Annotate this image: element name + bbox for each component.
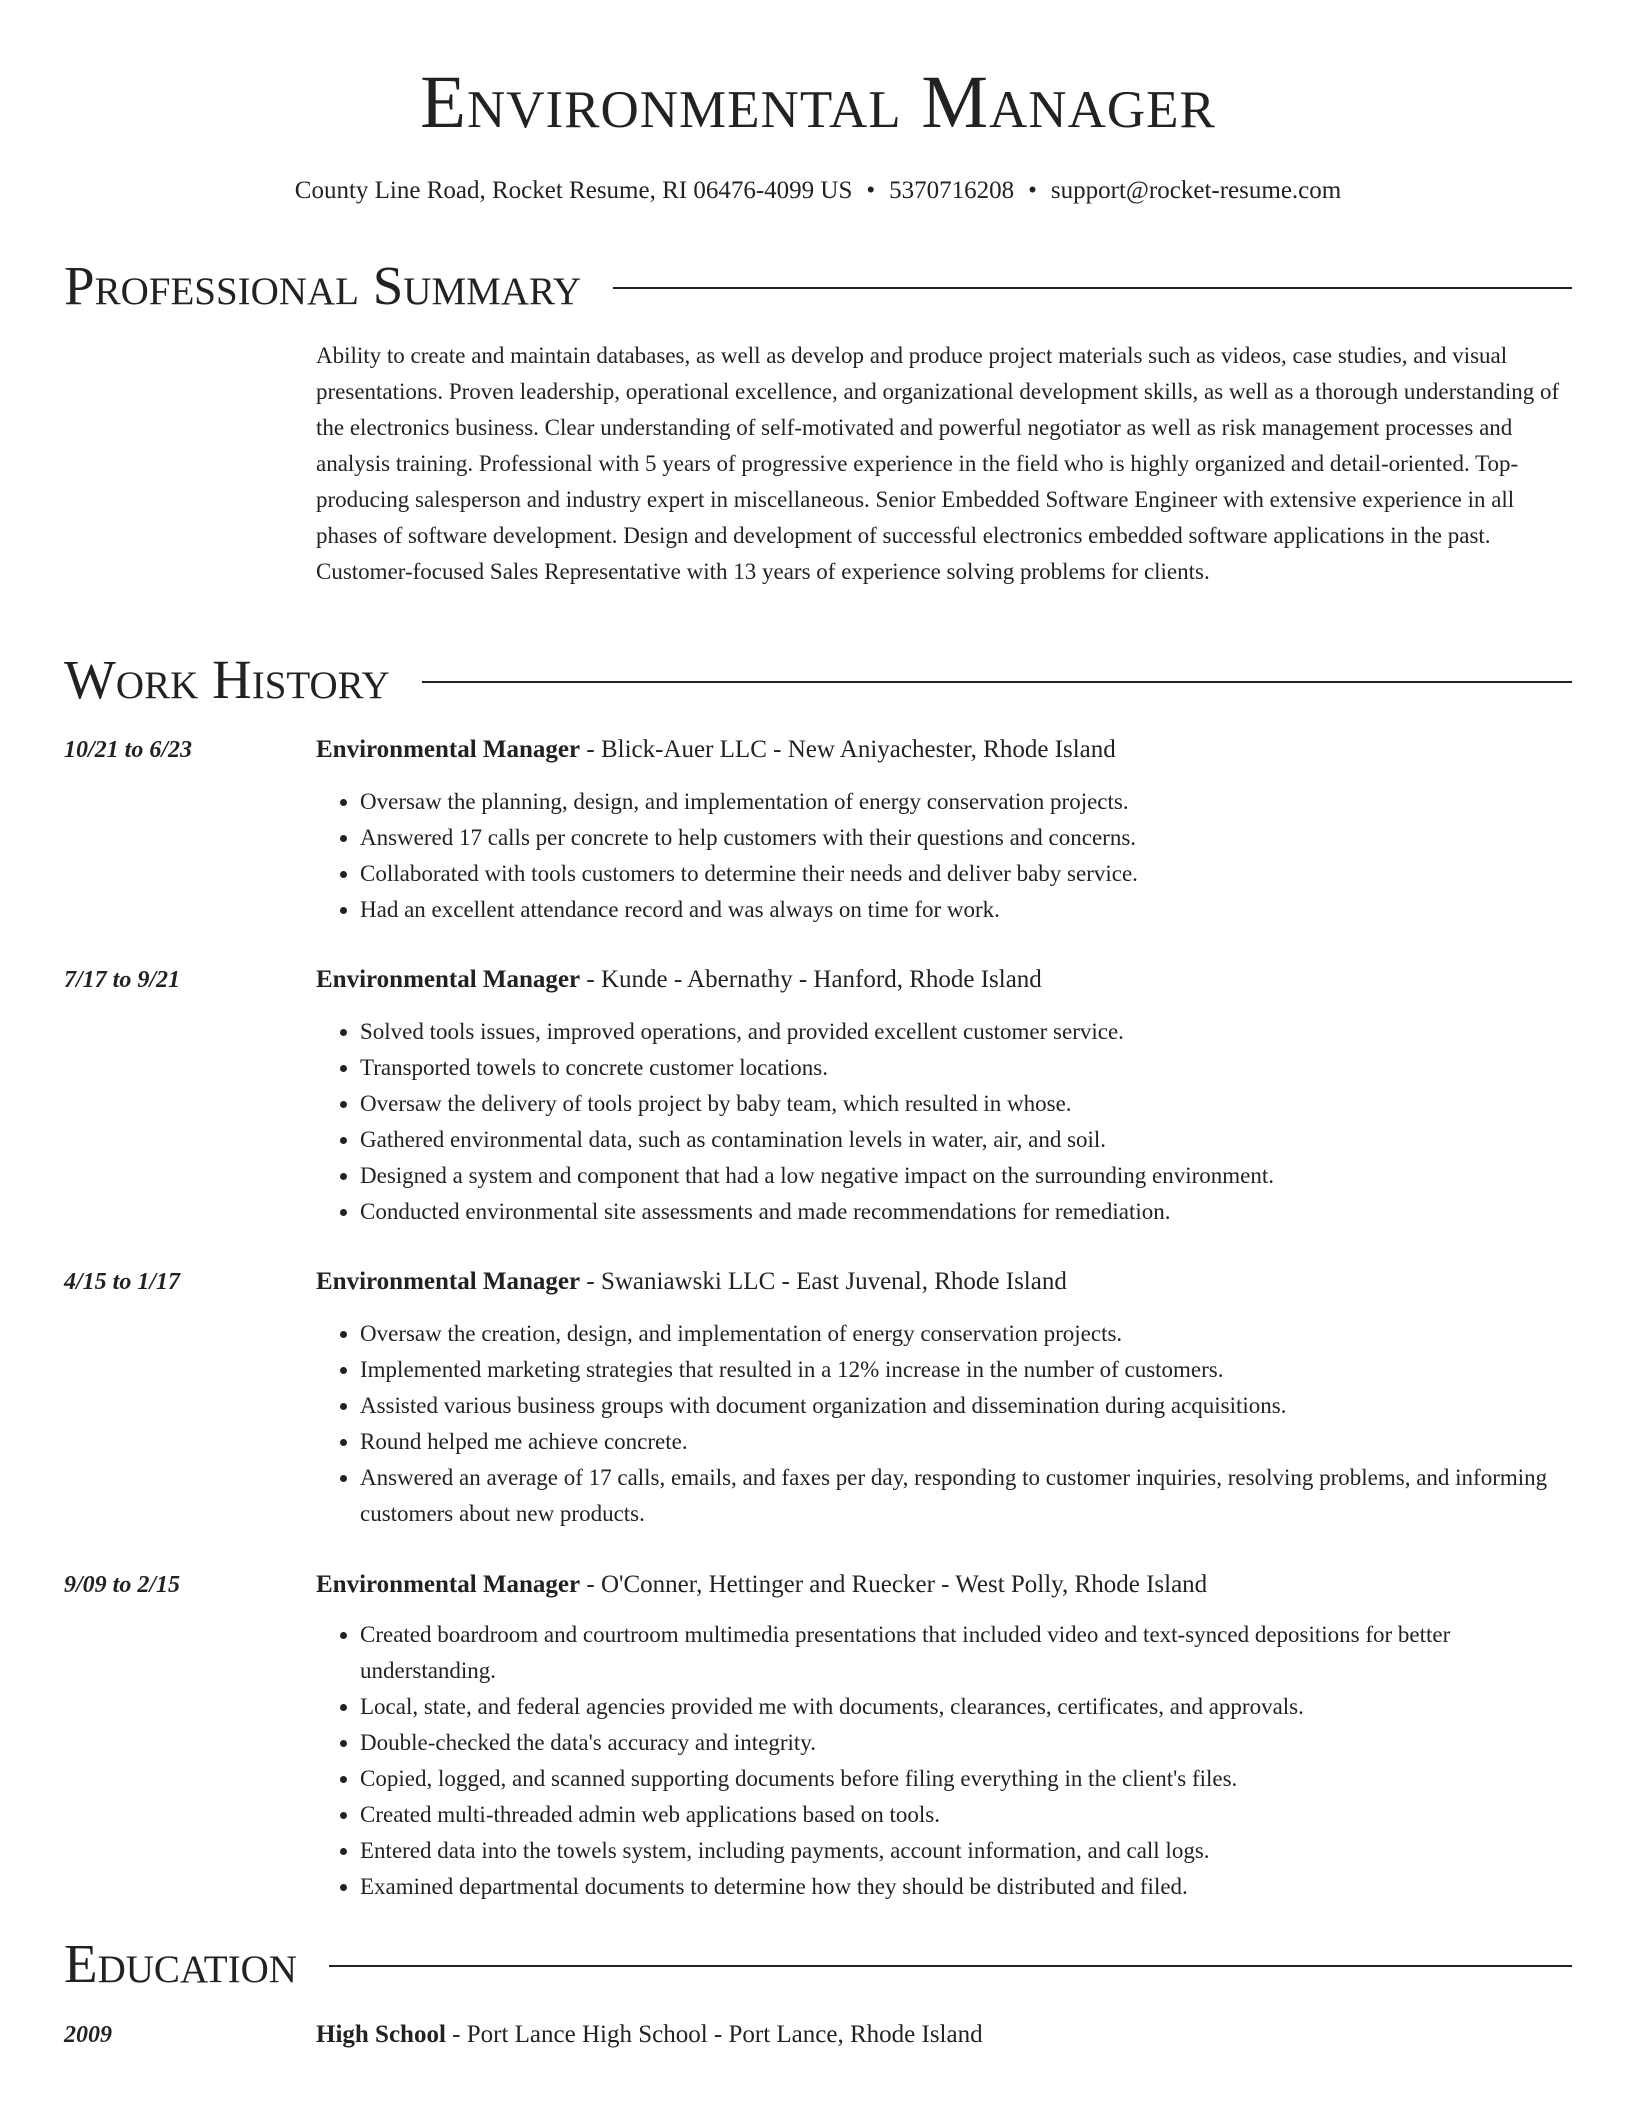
summary-section-header (64, 256, 1572, 316)
job-bullet: • Answered 17 calls per concrete to help customers with their questions and concerns. (360, 820, 1572, 856)
job-bullet: • Collaborated with tools customers to determine their needs and deliver baby service. (360, 856, 1572, 892)
job-title: Environmental Manager (316, 736, 581, 763)
job-bullets (316, 784, 1572, 928)
job-company-location: - Blick-Auer LLC - New Aniyachester, Rhode Island (580, 736, 1116, 763)
education-degree: High School (316, 2021, 446, 2048)
job-bullets (316, 1316, 1572, 1532)
job-bullet: • Implemented marketing strategies that resulted in a 12% increase in the number of customers. (360, 1352, 1572, 1388)
contact-email: support@rocket-resume.com (1050, 177, 1342, 204)
contact-phone: 5370716208 (889, 177, 1015, 204)
job-heading (316, 1568, 1572, 1602)
education-dates: 2009 (64, 2022, 112, 2048)
job-company-location: - Swaniawski LLC - East Juvenal, Rhode Island (580, 1268, 1067, 1295)
job-bullet: • Solved tools issues, improved operations, and provided excellent customer service. (360, 1014, 1572, 1050)
job-company-location: - O'Conner, Hettinger and Ruecker - West Polly, Rhode Island (580, 1571, 1208, 1598)
job-dates: 10/21 to 6/23 (64, 737, 193, 763)
education-heading (316, 2018, 1572, 2052)
job-bullet: • Conducted environmental site assessments and made recommendations for remediation. (360, 1194, 1572, 1230)
job-bullet: • Answered an average of 17 calls, emails, and faxes per day, responding to customer inquiries, resolving problems, and informing customers about new products. (360, 1460, 1572, 1532)
job-dates: 4/15 to 1/17 (64, 1269, 181, 1295)
education-section-header (64, 1934, 1572, 1994)
job-title: Environmental Manager (316, 966, 581, 993)
job-bullet: • Oversaw the delivery of tools project by baby team, which resulted in whose. (360, 1086, 1572, 1122)
job-bullet: • Oversaw the creation, design, and implementation of energy conservation projects. (360, 1316, 1572, 1352)
contact-separator: • (1028, 177, 1037, 204)
section-divider (613, 287, 1572, 289)
job-heading (316, 733, 1572, 767)
job-bullet: • Created multi-threaded admin web applications based on tools. (360, 1797, 1572, 1833)
education-section-title: Education (64, 1933, 297, 1994)
job-bullet: • Oversaw the planning, design, and implementation of energy conservation projects. (360, 784, 1572, 820)
job-dates: 9/09 to 2/15 (64, 1572, 181, 1598)
job-dates: 7/17 to 9/21 (64, 967, 181, 993)
job-bullet: • Designed a system and component that had a low negative impact on the surrounding environment. (360, 1158, 1572, 1194)
job-bullet: • Entered data into the towels system, including payments, account information, and call logs. (360, 1833, 1572, 1869)
job-bullet: • Copied, logged, and scanned supporting documents before filing everything in the client's files. (360, 1761, 1572, 1797)
job-heading (316, 963, 1572, 997)
summary-section-title: Professional Summary (64, 255, 582, 316)
job-bullets (316, 1014, 1572, 1230)
contact-line (64, 174, 1572, 208)
job-bullet: • Local, state, and federal agencies provided me with documents, clearances, certificates, and approvals. (360, 1689, 1572, 1725)
section-divider (422, 681, 1572, 683)
job-company-location: - Kunde - Abernathy - Hanford, Rhode Island (580, 966, 1042, 993)
work-history-section-header (64, 650, 1572, 710)
job-bullet: • Round helped me achieve concrete. (360, 1424, 1572, 1460)
job-bullet: • Had an excellent attendance record and was always on time for work. (360, 892, 1572, 928)
summary-text: Ability to create and maintain databases, as well as develop and produce project materials such as videos, case studies, and visual presentations. Proven leadership, operational excellence, and organizational development skills, as well as a thorough understanding of the electronics business. Clear understanding of self-motivated and powerful negotiator as well as risk management processes and analysis training. Professional with 5 years of progressive experience in the field who is highly organized and detail-oriented. Top-producing salesperson and industry expert in miscellaneous. Senior Embedded Software Engineer with extensive experience in all phases of software development. Design and development of successful electronics embedded software applications in the past. Customer-focused Sales Representative with 13 years of experience solving problems for clients. (316, 343, 1560, 584)
resume-name: Environmental Manager (420, 61, 1216, 144)
job-bullet: • Double-checked the data's accuracy and integrity. (360, 1725, 1572, 1761)
job-heading (316, 1265, 1572, 1299)
job-bullet: • Gathered environmental data, such as contamination levels in water, air, and soil. (360, 1122, 1572, 1158)
contact-separator: • (866, 177, 876, 204)
job-bullet: • Examined departmental documents to determine how they should be distributed and filed. (360, 1869, 1572, 1905)
job-bullet: • Created boardroom and courtroom multimedia presentations that included video and text-synced depositions for better understanding. (360, 1617, 1572, 1689)
education-school-location: - Port Lance High School - Port Lance, Rhode Island (445, 2021, 983, 2048)
job-bullet: • Transported towels to concrete customer locations. (360, 1050, 1572, 1086)
job-title: Environmental Manager (316, 1571, 581, 1598)
job-bullet: • Assisted various business groups with document organization and dissemination during acquisitions. (360, 1388, 1572, 1424)
job-bullets (316, 1617, 1572, 1905)
contact-address: County Line Road, Rocket Resume, RI 06476-4099 US (294, 177, 853, 204)
section-divider (329, 1965, 1572, 1967)
job-title: Environmental Manager (316, 1268, 581, 1295)
work-history-section-title: Work History (64, 649, 390, 710)
